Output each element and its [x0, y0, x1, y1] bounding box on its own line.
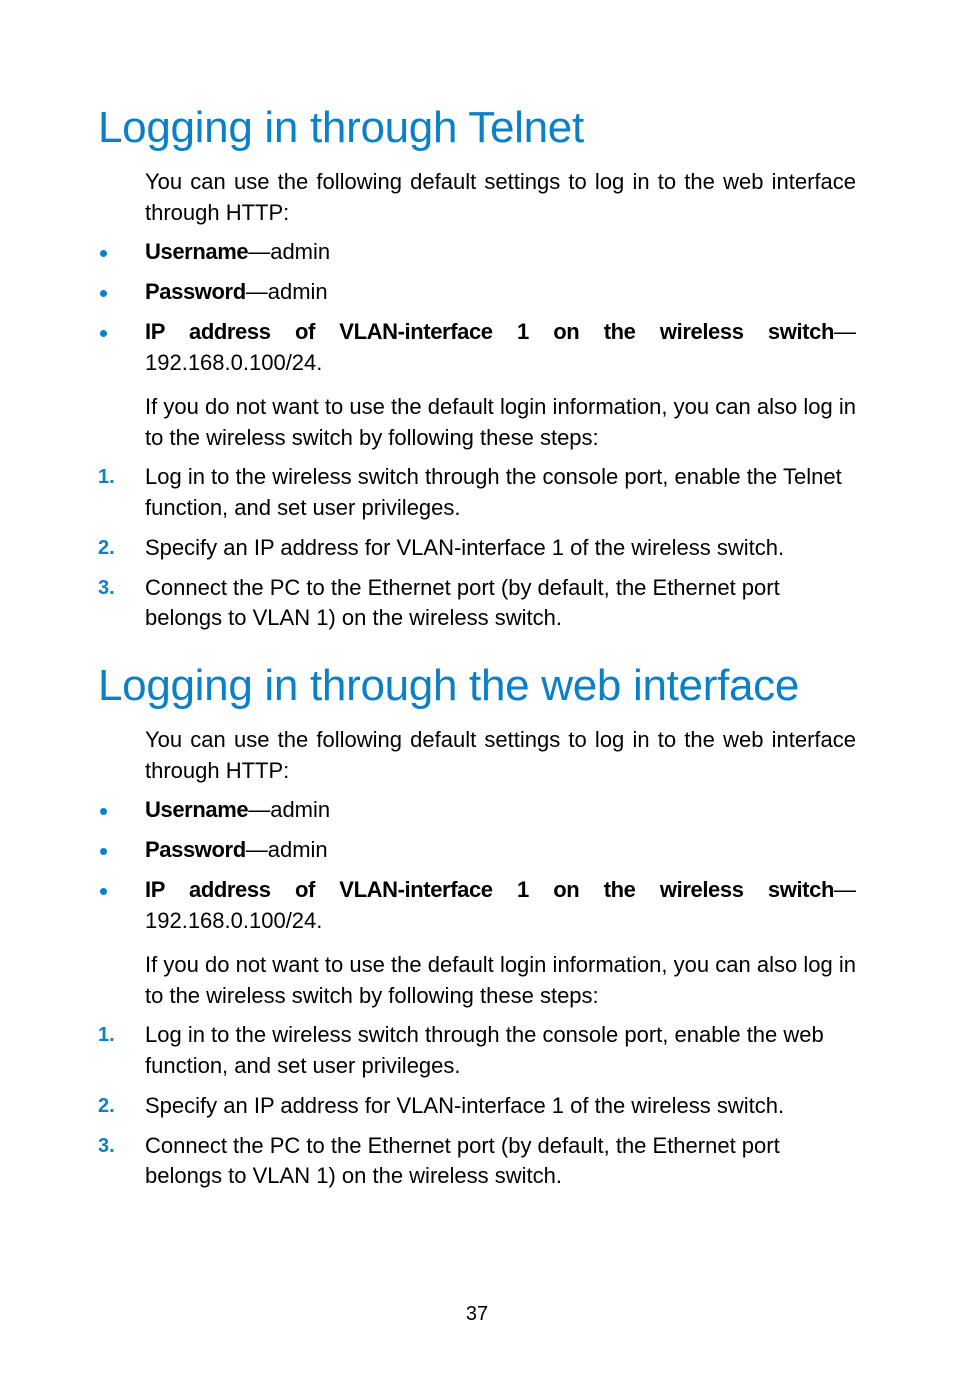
- setting-value: —admin: [248, 797, 331, 822]
- step-text: Log in to the wireless switch through the console port, enable the Telnet function, and set user privileges.: [145, 464, 842, 520]
- step-text: Log in to the wireless switch through the console port, enable the web function, and set user privileges.: [145, 1022, 824, 1078]
- step-number: 3.: [98, 1134, 115, 1157]
- step-item: [98, 1131, 856, 1192]
- step-item: [98, 1020, 856, 1081]
- steps-intro-paragraph: If you do not want to use the default login information, you can also log in to the wireless switch by following these steps:: [145, 394, 856, 450]
- intro-paragraph: You can use the following default settings to log in to the web interface through HTTP:: [145, 727, 856, 783]
- step-number: 3.: [98, 576, 115, 599]
- step-number: 1.: [98, 466, 115, 488]
- step-number: 1.: [98, 1024, 115, 1046]
- setting-value: — 192.168.0.100/24.: [145, 319, 856, 375]
- setting-term: Username: [145, 797, 249, 822]
- setting-term: IP address of VLAN-interface 1 on the wireless switch: [145, 877, 834, 902]
- bullet-icon: [100, 290, 107, 297]
- setting-term: Password: [145, 837, 246, 862]
- step-text: Connect the PC to the Ethernet port (by default, the Ethernet port belongs to VLAN 1) on the wireless switch.: [145, 574, 780, 630]
- setting-term: IP address of VLAN-interface 1 on the wireless switch: [145, 319, 834, 344]
- bullet-icon: [100, 250, 107, 257]
- bullet-icon: [100, 888, 107, 895]
- steps-list: [98, 1020, 856, 1192]
- step-item: [98, 462, 856, 523]
- section-heading: Logging in through Telnet: [98, 103, 584, 152]
- step-text: Connect the PC to the Ethernet port (by default, the Ethernet port belongs to VLAN 1) on the wireless switch.: [145, 1132, 780, 1188]
- list-item: [98, 317, 856, 378]
- section-heading: Logging in through the web interface: [98, 661, 800, 710]
- step-text: Specify an IP address for VLAN-interface 1 of the wireless switch.: [145, 1092, 785, 1118]
- setting-term: Password: [145, 279, 246, 304]
- list-item: [98, 875, 856, 936]
- default-settings-list: [98, 795, 856, 936]
- step-number: 2.: [98, 536, 115, 559]
- step-item: [98, 1091, 856, 1122]
- step-item: [98, 573, 856, 634]
- setting-value: —admin: [245, 279, 328, 304]
- bullet-icon: [100, 848, 107, 855]
- page-number: 37: [465, 1303, 489, 1325]
- list-item: [98, 835, 856, 866]
- steps-intro-paragraph: If you do not want to use the default login information, you can also log in to the wireless switch by following these steps:: [145, 952, 856, 1008]
- list-item: [98, 277, 856, 308]
- step-item: [98, 533, 856, 564]
- setting-value: — 192.168.0.100/24.: [145, 877, 856, 933]
- bullet-icon: [100, 808, 107, 815]
- section-telnet: [98, 98, 856, 643]
- step-number: 2.: [98, 1094, 115, 1117]
- intro-paragraph: You can use the following default settings to log in to the web interface through HTTP:: [145, 169, 856, 225]
- list-item: [98, 795, 856, 826]
- default-settings-list: [98, 237, 856, 378]
- steps-list: [98, 462, 856, 634]
- section-web-interface: [98, 656, 856, 1201]
- setting-value: —admin: [248, 239, 331, 264]
- list-item: [98, 237, 856, 268]
- setting-value: —admin: [245, 837, 328, 862]
- step-text: Specify an IP address for VLAN-interface 1 of the wireless switch.: [145, 534, 785, 560]
- setting-term: Username: [145, 239, 249, 264]
- bullet-icon: [100, 330, 107, 337]
